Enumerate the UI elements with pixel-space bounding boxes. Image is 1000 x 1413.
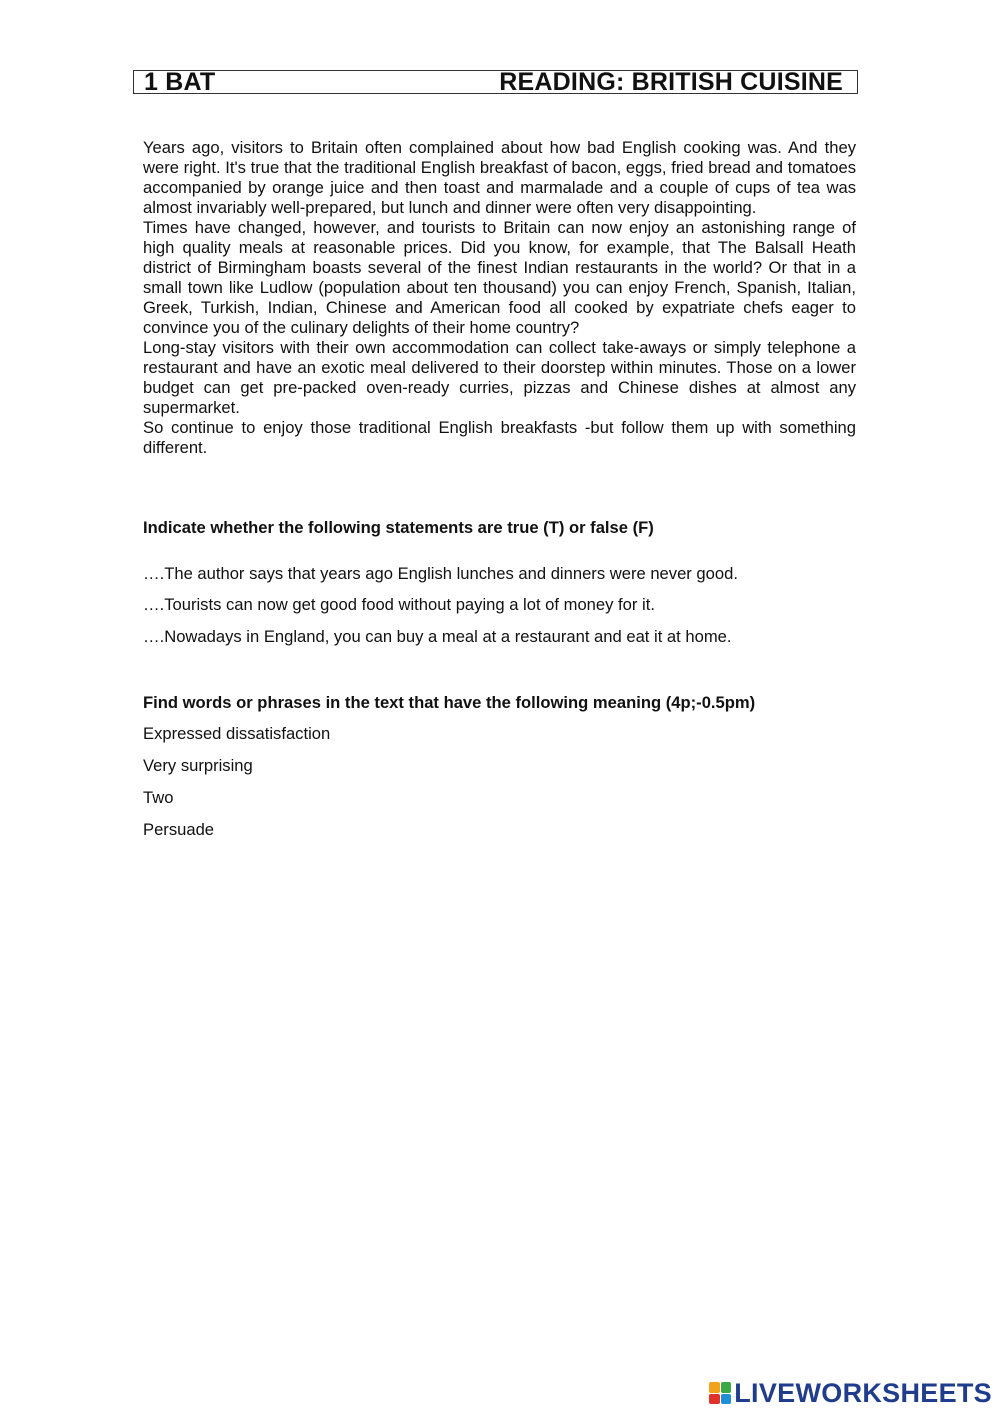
reading-paragraph: Long-stay visitors with their own accommodation can collect take-aways or simply telephone a restaurant and have an exotic meal delivered to their doorstep within minutes. Those on a lower budget can get pre-packed oven-ready curries, pizzas and Chinese dishes at almost any supermarket.	[143, 338, 856, 417]
vocabulary-item-2: Very surprising	[143, 756, 253, 775]
logo-text: LIVEWORKSHEETS	[734, 1378, 992, 1408]
vocabulary-item-4: Persuade	[143, 820, 215, 839]
worksheet-title: READING: BRITISH CUISINE	[499, 68, 843, 96]
true-false-statement-1[interactable]: ….The author says that years ago English lunches and dinners were never good.	[143, 564, 738, 583]
course-label: 1 BAT	[144, 68, 216, 96]
reading-paragraph: Years ago, visitors to Britain often complained about how bad English cooking was. And they were right. It's true that the traditional English breakfast of bacon, eggs, fried bread and tomatoes accompanied by orange juice and then toast and marmalade and a couple of cups of tea was almost invariably well-prepared, but lunch and dinner were often very disappointing.	[143, 138, 856, 217]
true-false-instruction: Indicate whether the following statements are true (T) or false (F)	[143, 518, 654, 537]
vocabulary-instruction: Find words or phrases in the text that have the following meaning (4p;-0.5pm)	[143, 693, 756, 712]
liveworksheets-logo-icon	[709, 1382, 731, 1404]
reading-text	[143, 138, 856, 458]
vocabulary-item-1: Expressed dissatisfaction	[143, 724, 331, 743]
title-box	[133, 70, 858, 94]
true-false-statement-3[interactable]: ….Nowadays in England, you can buy a meal at a restaurant and eat it at home.	[143, 627, 732, 646]
reading-paragraph: So continue to enjoy those traditional English breakfasts -but follow them up with something different.	[143, 418, 856, 457]
true-false-statement-2[interactable]: ….Tourists can now get good food without paying a lot of money for it.	[143, 595, 655, 614]
liveworksheets-logo	[709, 1379, 992, 1407]
reading-paragraph: Times have changed, however, and tourists to Britain can now enjoy an astonishing range of high quality meals at reasonable prices. Did you know, for example, that The Balsall Heath district of Birmingham boasts several of the finest Indian restaurants in the world? Or that in a small town like Ludlow (population about ten thousand) you can enjoy French, Spanish, Italian, Greek, Turkish, Indian, Chinese and American food all cooked by expatriate chefs eager to convince you of the culinary delights of their home country?	[143, 218, 856, 337]
vocabulary-item-3: Two	[143, 788, 174, 807]
